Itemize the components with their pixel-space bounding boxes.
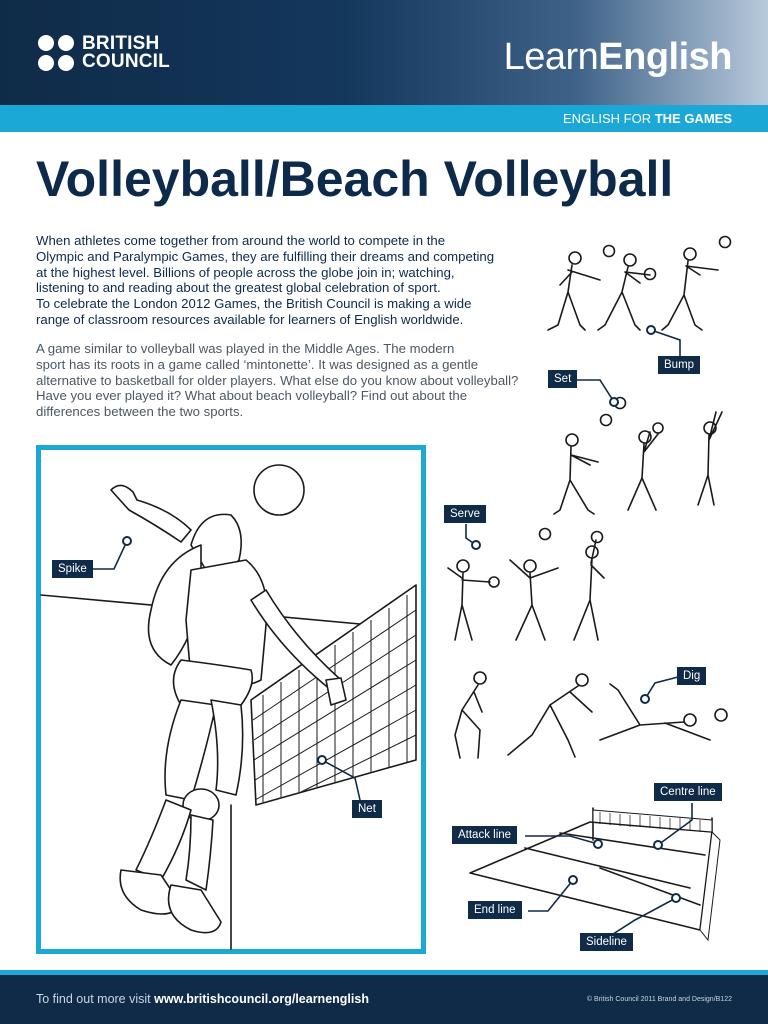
label-attack-line: Attack line bbox=[452, 826, 517, 844]
intro-line: listening to and reading about the greatest global celebration of sport. bbox=[36, 280, 441, 296]
history-line: A game similar to volleyball was played in the Middle Ages. The modern bbox=[36, 341, 455, 356]
history-line: differences between the two sports. bbox=[36, 404, 244, 420]
tagline-bold: THE GAMES bbox=[654, 111, 732, 126]
intro-line: Olympic and Paralympic Games, they are fulfilling their dreams and competing bbox=[36, 248, 495, 264]
footer-link-text bbox=[36, 992, 369, 1006]
brand-line-1: BRITISH bbox=[82, 33, 160, 54]
label-set: Set bbox=[548, 370, 577, 388]
intro-line: at the highest level. Billions of people across the globe join in; watching, bbox=[36, 264, 455, 280]
intro-line: range of classroom resources available for learners of English worldwide. bbox=[36, 311, 464, 327]
footer-url-link[interactable]: www.britishcouncil.org/learnenglish bbox=[154, 992, 369, 1006]
label-dig: Dig bbox=[677, 667, 706, 685]
label-sideline: Sideline bbox=[580, 933, 633, 951]
site-name-bold: English bbox=[598, 36, 732, 78]
page-title: Volleyball/Beach Volleyball bbox=[36, 151, 674, 207]
history-line: Have you ever played it? What about beach volleyball? Find out about the bbox=[36, 388, 468, 404]
intro-line: When athletes come together from around the world to compete in the bbox=[36, 233, 446, 248]
label-bump: Bump bbox=[658, 356, 700, 374]
site-name-light: Learn bbox=[503, 36, 599, 78]
set-figures bbox=[554, 398, 722, 515]
history-line: sport has its roots in a game called ‘mintonette’. It was designed as a gentle bbox=[36, 356, 479, 372]
tagline-prefix: ENGLISH FOR bbox=[562, 111, 655, 126]
label-spike: Spike bbox=[52, 560, 93, 578]
label-centre-line: Centre line bbox=[654, 783, 722, 801]
label-end-line: End line bbox=[468, 901, 522, 919]
label-serve: Serve bbox=[444, 505, 486, 523]
intro-line: To celebrate the London 2012 Games, the British Council is making a wide bbox=[36, 296, 472, 312]
bump-figures bbox=[548, 237, 731, 331]
copyright: © British Council 2011 Brand and Design/B122 bbox=[586, 996, 732, 1003]
label-net: Net bbox=[352, 800, 382, 818]
footer bbox=[0, 975, 768, 1024]
footer-prefix: To find out more visit bbox=[36, 992, 155, 1006]
brand-line-2: COUNCIL bbox=[82, 51, 170, 72]
history-line: alternative to basketball for older players. What else do you know about volleyball? bbox=[36, 372, 519, 388]
